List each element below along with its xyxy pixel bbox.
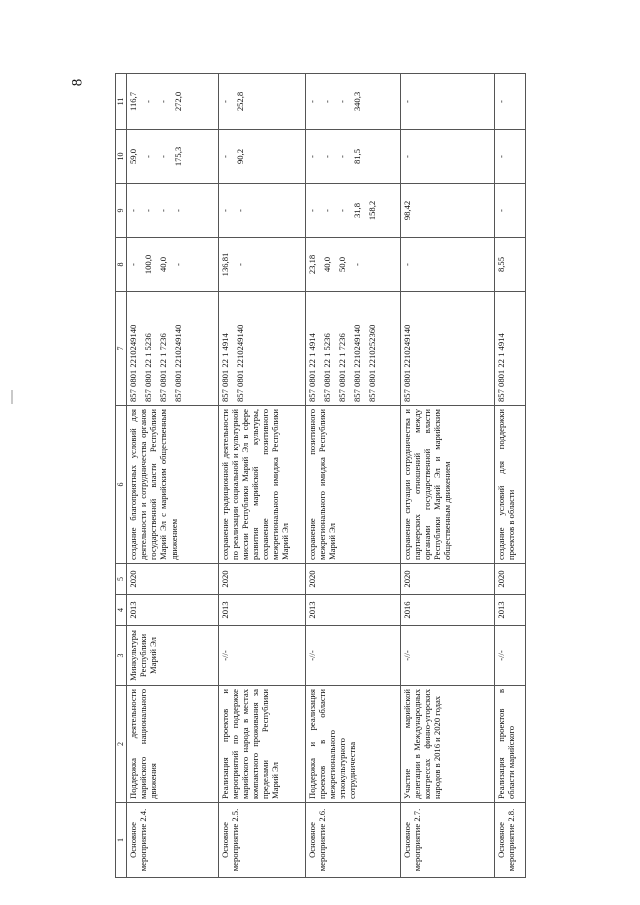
amount-value: 136,81 [219, 252, 230, 277]
header-col-6: 6 [116, 406, 127, 564]
amount-value: - [401, 100, 412, 103]
amount-value: - [496, 100, 507, 103]
amount-col-10 [305, 130, 400, 184]
amount-value [367, 77, 382, 126]
amount-col-8 [495, 238, 526, 292]
amount-value: - [158, 155, 168, 158]
amount-value: - [158, 100, 168, 103]
header-col-1: 1 [116, 803, 127, 878]
amount-value: - [173, 209, 183, 212]
budget-code: 857 0801 2210249140 [128, 324, 138, 402]
amount-value: 40,0 [158, 256, 168, 273]
amount-value: - [401, 263, 412, 266]
amount-col-11 [400, 74, 495, 130]
amount-value: 116,7 [128, 91, 138, 112]
amount-value: - [351, 263, 362, 266]
activity-title: Участие марийской делегации в Международных конгрессах финно-угорских народов в 2016 и 2020 годах [400, 686, 495, 803]
activity-title: Реализация проектов и мероприятий по поддержке марийского народа в местах компактного проживания за пределами Республики Марий Эл [218, 686, 305, 803]
activity-number: Основное мероприятие 2.4. [127, 803, 219, 878]
amount-value: 340,3 [351, 91, 362, 112]
expected-result: сохранение позитивного межрегионального имиджа Республики Марий Эл [305, 406, 400, 564]
amount-value: - [143, 209, 153, 212]
amount-value [367, 133, 382, 180]
responsible-executor: Минкультуры Республики Марий Эл [127, 626, 219, 686]
amount-value: 81,5 [351, 148, 362, 165]
amount-value: - [234, 209, 245, 212]
amount-value: - [336, 209, 347, 212]
end-year: 2020 [495, 564, 526, 595]
start-year: 2013 [495, 595, 526, 626]
responsible-executor: -//- [305, 626, 400, 686]
header-row [116, 74, 127, 878]
table-row [400, 74, 495, 878]
amount-value: 100,0 [143, 254, 153, 275]
header-col-2: 2 [116, 686, 127, 803]
amount-col-9 [218, 184, 305, 238]
amount-value: 272,0 [173, 91, 183, 112]
budget-code: 857 0801 22 1 7236 [158, 333, 168, 402]
header-col-4: 4 [116, 595, 127, 626]
amount-col-8 [305, 238, 400, 292]
header-col-9: 9 [116, 184, 127, 238]
amount-value: - [321, 209, 332, 212]
amount-col-11 [495, 74, 526, 130]
amount-value: - [143, 155, 153, 158]
amount-value: 31,8 [351, 202, 362, 219]
amount-value: - [143, 100, 153, 103]
amount-value: - [219, 209, 230, 212]
expected-result: сохранение традиционной деятельности по реализации социальной и культурной миссии Республики Марий Эл в сфере развития марийской культуры, сохранение позитивного межрегионального имиджа Республики Марий Эл [218, 406, 305, 564]
amount-value: - [321, 100, 332, 103]
amount-value: - [336, 100, 347, 103]
header-col-7: 7 [116, 292, 127, 406]
amount-col-10 [495, 130, 526, 184]
header-col-11: 11 [116, 74, 127, 130]
budget-code: 857 0801 22 1 5236 [321, 333, 332, 402]
table-row [495, 74, 526, 878]
amount-value: 98,42 [401, 200, 412, 221]
header-col-8: 8 [116, 238, 127, 292]
amount-value: 59,0 [128, 148, 138, 165]
budget-code: 857 0801 2210249140 [173, 324, 183, 402]
budget-code: 857 0801 22 1 4914 [219, 333, 230, 402]
budget-codes [218, 292, 305, 406]
amount-value: - [234, 263, 245, 266]
start-year: 2016 [400, 595, 495, 626]
budget-code: 857 0801 22 1 5236 [143, 333, 153, 402]
amount-value: 158,2 [366, 200, 377, 221]
amount-value [367, 241, 382, 288]
amount-col-9 [127, 184, 219, 238]
amount-value: 8,55 [496, 256, 507, 273]
amount-value: - [306, 100, 317, 103]
program-activities-table [115, 73, 526, 878]
activity-number: Основное мероприятие 2.5. [218, 803, 305, 878]
header-col-3: 3 [116, 626, 127, 686]
amount-col-9 [400, 184, 495, 238]
amount-value: 50,0 [336, 256, 347, 273]
budget-code: 857 0801 2210252360 [366, 324, 377, 402]
end-year: 2020 [305, 564, 400, 595]
budget-codes [305, 292, 400, 406]
start-year: 2013 [305, 595, 400, 626]
responsible-executor: -//- [218, 626, 305, 686]
amount-value: - [306, 209, 317, 212]
activity-title: Реализация проектов в области марийского [495, 686, 526, 803]
amount-value: - [219, 155, 230, 158]
amount-col-10 [400, 130, 495, 184]
table-row [305, 74, 400, 878]
activity-number: Основное мероприятие 2.6. [305, 803, 400, 878]
budget-code: 857 0801 2210249140 [401, 324, 412, 402]
activity-title: Поддержка и реализация проектов в области межрегионального этнокультурного сотрудничества [305, 686, 400, 803]
amount-value: - [336, 155, 347, 158]
amount-value: - [158, 209, 168, 212]
page-number: 8 [69, 78, 86, 87]
amount-value: 175,3 [173, 146, 183, 167]
end-year: 2020 [400, 564, 495, 595]
amount-col-8 [218, 238, 305, 292]
amount-col-10 [218, 130, 305, 184]
amount-value: - [306, 155, 317, 158]
budget-code: 857 0801 22 1 7236 [336, 333, 347, 402]
amount-col-10 [127, 130, 219, 184]
activity-number: Основное мероприятие 2.7. [400, 803, 495, 878]
amount-value: - [173, 263, 183, 266]
header-col-5: 5 [116, 564, 127, 595]
activity-number: Основное мероприятие 2.8. [495, 803, 526, 878]
amount-value: - [321, 155, 332, 158]
amount-value: - [128, 263, 138, 266]
responsible-executor: -//- [400, 626, 495, 686]
budget-code: 857 0801 22 1 4914 [496, 333, 507, 402]
table-row [218, 74, 305, 878]
amount-col-9 [495, 184, 526, 238]
amount-value: 252,8 [234, 91, 245, 112]
amount-col-11 [305, 74, 400, 130]
amount-col-8 [127, 238, 219, 292]
end-year: 2020 [127, 564, 219, 595]
amount-value: - [219, 100, 230, 103]
amount-value: - [496, 209, 507, 212]
budget-code: 857 0801 2210249140 [351, 324, 362, 402]
amount-col-11 [127, 74, 219, 130]
header-col-10: 10 [116, 130, 127, 184]
amount-col-9 [305, 184, 400, 238]
amount-value: 40,0 [321, 256, 332, 273]
responsible-executor: -//- [495, 626, 526, 686]
scan-mark [8, 390, 16, 404]
amount-col-8 [400, 238, 495, 292]
budget-codes [495, 292, 526, 406]
start-year: 2013 [218, 595, 305, 626]
amount-value: 23,18 [306, 254, 317, 275]
amount-value: 90,2 [234, 148, 245, 165]
start-year: 2013 [127, 595, 219, 626]
budget-code: 857 0801 2210249140 [234, 324, 245, 402]
amount-value: - [401, 155, 412, 158]
expected-result: создание благоприятных условий для деятельности и сотрудничества органов государственной власти Республики Марий Эл с марийским общественным движением [127, 406, 219, 564]
budget-codes [400, 292, 495, 406]
end-year: 2020 [218, 564, 305, 595]
amount-value: - [128, 209, 138, 212]
expected-result: создание условий для поддержки проектов в области [495, 406, 526, 564]
budget-codes [127, 292, 219, 406]
amount-col-11 [218, 74, 305, 130]
budget-code: 857 0801 22 1 4914 [306, 333, 317, 402]
amount-value: - [496, 155, 507, 158]
rotated-table-container [115, 74, 526, 878]
activity-title: Поддержка деятельности марийского национального движения [127, 686, 219, 803]
expected-result: сохранение ситуации сотрудничества и партнерских отношений между органами государственной власти Республики Марий Эл и марийским общественным движением [400, 406, 495, 564]
table-row [127, 74, 219, 878]
